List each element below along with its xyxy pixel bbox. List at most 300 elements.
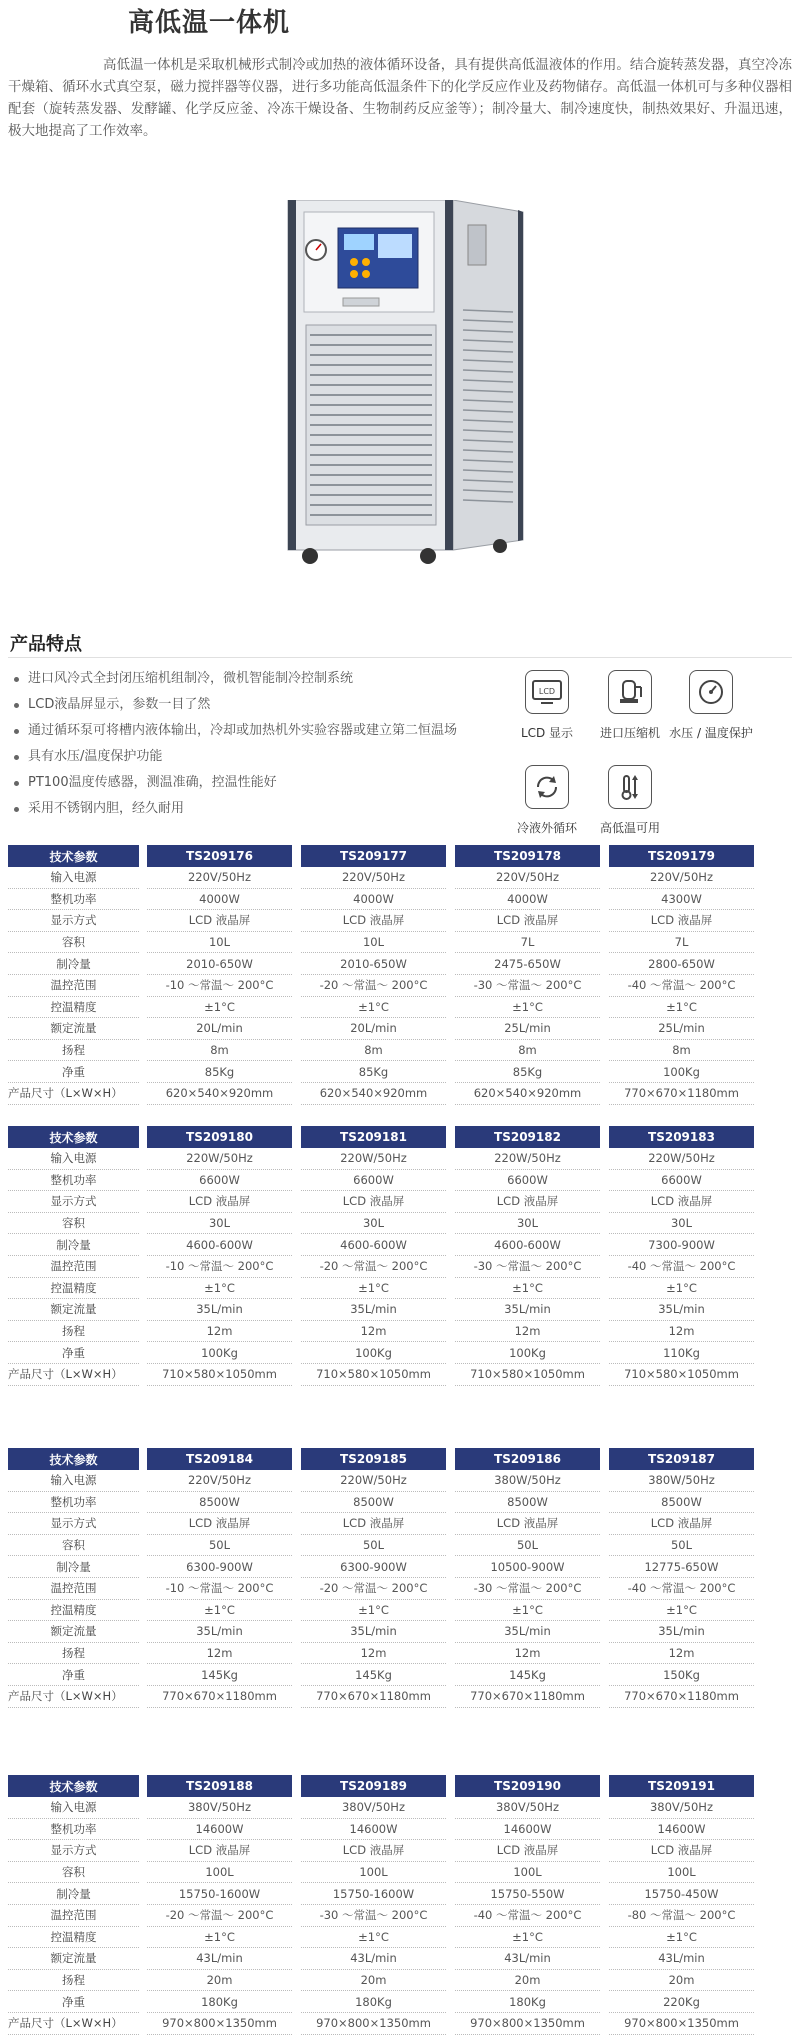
table-cell: 4600-600W xyxy=(301,1234,446,1256)
table-cell: 380V/50Hz xyxy=(147,1797,292,1819)
table-cell: 4000W xyxy=(455,889,600,911)
table-row xyxy=(8,1905,754,1927)
table-cell: 12m xyxy=(455,1321,600,1343)
spec-table xyxy=(8,845,754,1105)
table-cell: 145Kg xyxy=(455,1664,600,1686)
thermometer-icon xyxy=(608,765,652,809)
row-label: 整机功率 xyxy=(8,1819,139,1841)
table-cell: 85Kg xyxy=(455,1061,600,1083)
table-row xyxy=(8,1321,754,1343)
table-cell: 10L xyxy=(147,932,292,954)
table-cell: 8500W xyxy=(147,1492,292,1514)
table-cell: 20L/min xyxy=(301,1018,446,1040)
table-cell: ±1°C xyxy=(301,1927,446,1949)
table-cell: 220V/50Hz xyxy=(455,867,600,889)
lcd-icon-text: LCD xyxy=(538,687,556,696)
intro-paragraph: 高低温一体机是采取机械形式制冷或加热的液体循环设备，具有提供高低温液体的作用。结合旋转蒸发器，真空冷冻干燥箱、循环水式真空泵，磁力搅拌器等仪器，进行多功能高低温条件下的化学反应作业及药物储存。高低温一体机可与多种仪器相配套（旋转蒸发器、发酵罐、化学反应釜、冷冻干燥设备、生物制药反应釜等）；制冷量大、制冷速度快，制热效果好、升温迅速，极大地提高了工作效率。 xyxy=(8,57,792,139)
table-row xyxy=(8,1819,754,1841)
row-label: 温控范围 xyxy=(8,975,139,997)
table-cell: 970×800×1350mm xyxy=(147,2013,292,2035)
table-cell: 12775-650W xyxy=(609,1556,754,1578)
feature-list xyxy=(14,666,457,822)
feature-item: 采用不锈钢内胆，经久耐用 xyxy=(14,796,457,822)
table-cell: ±1°C xyxy=(147,1927,292,1949)
table-row xyxy=(8,1470,754,1492)
table-row xyxy=(8,1256,754,1278)
table-cell: 4000W xyxy=(147,889,292,911)
table-cell: 15750-550W xyxy=(455,1883,600,1905)
row-label: 制冷量 xyxy=(8,1556,139,1578)
table-row xyxy=(8,953,754,975)
spec-table-header-row xyxy=(8,845,754,867)
row-label: 控温精度 xyxy=(8,997,139,1019)
row-label: 整机功率 xyxy=(8,889,139,911)
row-label: 输入电源 xyxy=(8,1148,139,1170)
spec-table-header-row xyxy=(8,1775,754,1797)
feature-item: LCD液晶屏显示，参数一目了然 xyxy=(14,692,457,718)
row-label: 整机功率 xyxy=(8,1492,139,1514)
table-cell: LCD 液晶屏 xyxy=(301,1513,446,1535)
table-cell: ±1°C xyxy=(609,1278,754,1300)
table-cell: -10 ～常温～ 200°C xyxy=(147,1256,292,1278)
table-cell: -20 ～常温～ 200°C xyxy=(301,1256,446,1278)
row-label: 容积 xyxy=(8,1862,139,1884)
circulation-icon xyxy=(525,765,569,809)
table-row xyxy=(8,1492,754,1514)
table-cell: LCD 液晶屏 xyxy=(455,1513,600,1535)
table-row xyxy=(8,1061,754,1083)
row-label: 扬程 xyxy=(8,1040,139,1062)
table-cell: -30 ～常温～ 200°C xyxy=(301,1905,446,1927)
table-cell: -20 ～常温～ 200°C xyxy=(301,1578,446,1600)
bullet-icon xyxy=(14,677,19,682)
table-cell: -20 ～常温～ 200°C xyxy=(147,1905,292,1927)
table-cell: 970×800×1350mm xyxy=(301,2013,446,2035)
model-header: TS209182 xyxy=(455,1126,600,1148)
table-cell: ±1°C xyxy=(147,1278,292,1300)
table-cell: 2475-650W xyxy=(455,953,600,975)
table-cell: 710×580×1050mm xyxy=(455,1364,600,1386)
feature-item: 具有水压/温度保护功能 xyxy=(14,744,457,770)
table-cell: LCD 液晶屏 xyxy=(147,1191,292,1213)
table-cell: 35L/min xyxy=(455,1299,600,1321)
model-header: TS209181 xyxy=(301,1126,446,1148)
table-cell: 620×540×920mm xyxy=(301,1083,446,1105)
table-cell: 100L xyxy=(455,1862,600,1884)
table-cell: 12m xyxy=(147,1321,292,1343)
table-cell: 770×670×1180mm xyxy=(609,1686,754,1708)
row-label: 净重 xyxy=(8,1664,139,1686)
table-cell: LCD 液晶屏 xyxy=(147,1513,292,1535)
row-label: 产品尺寸（L×W×H） xyxy=(8,1083,139,1105)
divider xyxy=(8,657,792,658)
row-label: 产品尺寸（L×W×H） xyxy=(8,1364,139,1386)
table-cell: LCD 液晶屏 xyxy=(455,910,600,932)
table-cell: 6300-900W xyxy=(301,1556,446,1578)
table-row xyxy=(8,1991,754,2013)
row-label: 扬程 xyxy=(8,1970,139,1992)
compressor-icon xyxy=(608,670,652,714)
table-cell: 30L xyxy=(455,1213,600,1235)
row-label: 温控范围 xyxy=(8,1578,139,1600)
spec-table-header-label: 技术参数 xyxy=(8,1448,139,1470)
table-row xyxy=(8,1797,754,1819)
table-cell: 220V/50Hz xyxy=(301,867,446,889)
table-cell: ±1°C xyxy=(455,1927,600,1949)
row-label: 额定流量 xyxy=(8,1299,139,1321)
table-cell: 20m xyxy=(301,1970,446,1992)
table-cell: 50L xyxy=(455,1535,600,1557)
table-cell: ±1°C xyxy=(147,997,292,1019)
table-row xyxy=(8,1083,754,1105)
features-title: 产品特点 xyxy=(10,634,82,655)
table-cell: LCD 液晶屏 xyxy=(455,1191,600,1213)
table-cell: 150Kg xyxy=(609,1664,754,1686)
model-header: TS209190 xyxy=(455,1775,600,1797)
model-header: TS209180 xyxy=(147,1126,292,1148)
table-cell: 12m xyxy=(609,1321,754,1343)
row-label: 净重 xyxy=(8,1991,139,2013)
table-cell: LCD 液晶屏 xyxy=(609,1191,754,1213)
table-row xyxy=(8,1191,754,1213)
table-cell: 35L/min xyxy=(147,1621,292,1643)
table-cell: 8500W xyxy=(609,1492,754,1514)
bullet-icon xyxy=(14,781,19,786)
table-row xyxy=(8,1970,754,1992)
table-cell: 8m xyxy=(301,1040,446,1062)
feature-badge-label: 高低温可用 xyxy=(599,821,660,835)
feature-badge-label: 进口压缩机 xyxy=(599,726,660,740)
feature-item: 进口风冷式全封闭压缩机组制冷，微机智能制冷控制系统 xyxy=(14,666,457,692)
row-label: 输入电源 xyxy=(8,1470,139,1492)
table-cell: 4600-600W xyxy=(147,1234,292,1256)
table-cell: 380W/50Hz xyxy=(455,1470,600,1492)
table-cell: 180Kg xyxy=(147,1991,292,2013)
table-cell: 20m xyxy=(147,1970,292,1992)
table-cell: 20m xyxy=(609,1970,754,1992)
model-header: TS209187 xyxy=(609,1448,754,1470)
model-header: TS209186 xyxy=(455,1448,600,1470)
table-cell: 100Kg xyxy=(147,1342,292,1364)
table-cell: 43L/min xyxy=(609,1948,754,1970)
table-cell: 10L xyxy=(301,932,446,954)
table-cell: LCD 液晶屏 xyxy=(301,1191,446,1213)
table-cell: 380V/50Hz xyxy=(609,1797,754,1819)
row-label: 扬程 xyxy=(8,1321,139,1343)
feature-badge-label: 冷液外循环 xyxy=(516,821,577,835)
feature-badge-protection xyxy=(661,670,761,741)
table-cell: 14600W xyxy=(455,1819,600,1841)
table-cell: 10500-900W xyxy=(455,1556,600,1578)
row-label: 显示方式 xyxy=(8,1513,139,1535)
table-cell: LCD 液晶屏 xyxy=(301,910,446,932)
table-cell: 8500W xyxy=(301,1492,446,1514)
row-label: 输入电源 xyxy=(8,1797,139,1819)
table-cell: 25L/min xyxy=(455,1018,600,1040)
table-row xyxy=(8,1556,754,1578)
model-header: TS209179 xyxy=(609,845,754,867)
table-cell: 85Kg xyxy=(147,1061,292,1083)
table-cell: 4600-600W xyxy=(455,1234,600,1256)
table-cell: 6600W xyxy=(301,1170,446,1192)
table-row xyxy=(8,1299,754,1321)
table-cell: LCD 液晶屏 xyxy=(147,1840,292,1862)
spec-table-header-row xyxy=(8,1448,754,1470)
table-cell: 220W/50Hz xyxy=(301,1148,446,1170)
row-label: 温控范围 xyxy=(8,1256,139,1278)
table-cell: LCD 液晶屏 xyxy=(147,910,292,932)
table-cell: 6300-900W xyxy=(147,1556,292,1578)
table-row xyxy=(8,1578,754,1600)
row-label: 显示方式 xyxy=(8,1191,139,1213)
table-row xyxy=(8,1513,754,1535)
table-cell: 770×670×1180mm xyxy=(147,1686,292,1708)
table-row xyxy=(8,1643,754,1665)
spec-table-header-label: 技术参数 xyxy=(8,1775,139,1797)
table-cell: 145Kg xyxy=(147,1664,292,1686)
table-row xyxy=(8,1883,754,1905)
row-label: 产品尺寸（L×W×H） xyxy=(8,1686,139,1708)
table-cell: -40 ～常温～ 200°C xyxy=(609,1256,754,1278)
table-cell: 35L/min xyxy=(301,1621,446,1643)
table-cell: 12m xyxy=(609,1643,754,1665)
table-cell: -40 ～常温～ 200°C xyxy=(609,1578,754,1600)
table-row xyxy=(8,1278,754,1300)
row-label: 显示方式 xyxy=(8,1840,139,1862)
table-row xyxy=(8,1664,754,1686)
table-cell: 4000W xyxy=(301,889,446,911)
row-label: 显示方式 xyxy=(8,910,139,932)
table-cell: 12m xyxy=(147,1643,292,1665)
table-cell: 100L xyxy=(609,1862,754,1884)
table-cell: ±1°C xyxy=(301,1278,446,1300)
lcd-display-icon xyxy=(525,670,569,714)
table-cell: 50L xyxy=(301,1535,446,1557)
table-cell: 620×540×920mm xyxy=(455,1083,600,1105)
row-label: 容积 xyxy=(8,1213,139,1235)
table-cell: -30 ～常温～ 200°C xyxy=(455,975,600,997)
table-row xyxy=(8,1686,754,1708)
table-cell: 220W/50Hz xyxy=(455,1148,600,1170)
table-row xyxy=(8,867,754,889)
table-row xyxy=(8,932,754,954)
table-cell: LCD 液晶屏 xyxy=(609,1840,754,1862)
table-cell: 15750-1600W xyxy=(147,1883,292,1905)
table-cell: 8m xyxy=(147,1040,292,1062)
table-cell: 8m xyxy=(609,1040,754,1062)
table-cell: LCD 液晶屏 xyxy=(609,910,754,932)
table-cell: 6600W xyxy=(455,1170,600,1192)
table-row xyxy=(8,1018,754,1040)
table-row xyxy=(8,1862,754,1884)
table-row xyxy=(8,2013,754,2035)
row-label: 净重 xyxy=(8,1061,139,1083)
model-header: TS209178 xyxy=(455,845,600,867)
table-cell: 110Kg xyxy=(609,1342,754,1364)
table-cell: 43L/min xyxy=(301,1948,446,1970)
table-cell: 145Kg xyxy=(301,1664,446,1686)
table-row xyxy=(8,975,754,997)
table-row xyxy=(8,997,754,1019)
table-cell: 220V/50Hz xyxy=(609,867,754,889)
table-row xyxy=(8,1600,754,1622)
table-cell: 6600W xyxy=(609,1170,754,1192)
model-header: TS209189 xyxy=(301,1775,446,1797)
table-cell: LCD 液晶屏 xyxy=(455,1840,600,1862)
bullet-icon xyxy=(14,703,19,708)
table-cell: 220W/50Hz xyxy=(301,1470,446,1492)
table-row xyxy=(8,889,754,911)
table-cell: 7300-900W xyxy=(609,1234,754,1256)
table-cell: -30 ～常温～ 200°C xyxy=(455,1578,600,1600)
table-row xyxy=(8,1148,754,1170)
table-cell: 2010-650W xyxy=(301,953,446,975)
spec-table-header-label: 技术参数 xyxy=(8,1126,139,1148)
table-cell: 970×800×1350mm xyxy=(609,2013,754,2035)
table-row xyxy=(8,1342,754,1364)
row-label: 控温精度 xyxy=(8,1278,139,1300)
table-cell: 710×580×1050mm xyxy=(147,1364,292,1386)
row-label: 输入电源 xyxy=(8,867,139,889)
table-cell: 180Kg xyxy=(455,1991,600,2013)
product-image xyxy=(278,200,533,570)
table-cell: ±1°C xyxy=(301,997,446,1019)
table-cell: 14600W xyxy=(609,1819,754,1841)
table-cell: 6600W xyxy=(147,1170,292,1192)
row-label: 容积 xyxy=(8,1535,139,1557)
table-cell: ±1°C xyxy=(455,1600,600,1622)
table-cell: 180Kg xyxy=(301,1991,446,2013)
table-cell: 30L xyxy=(609,1213,754,1235)
table-cell: 7L xyxy=(609,932,754,954)
table-cell: 220V/50Hz xyxy=(147,867,292,889)
table-row xyxy=(8,1621,754,1643)
table-cell: 12m xyxy=(301,1321,446,1343)
table-cell: 35L/min xyxy=(455,1621,600,1643)
table-row xyxy=(8,1234,754,1256)
table-row xyxy=(8,1364,754,1386)
feature-badge-temperature xyxy=(580,765,680,836)
table-row xyxy=(8,1040,754,1062)
table-cell: 43L/min xyxy=(455,1948,600,1970)
table-cell: 100Kg xyxy=(455,1342,600,1364)
table-cell: 15750-1600W xyxy=(301,1883,446,1905)
table-cell: 7L xyxy=(455,932,600,954)
table-cell: 970×800×1350mm xyxy=(455,2013,600,2035)
table-cell: 770×670×1180mm xyxy=(455,1686,600,1708)
row-label: 扬程 xyxy=(8,1643,139,1665)
table-cell: ±1°C xyxy=(609,1927,754,1949)
table-cell: 25L/min xyxy=(609,1018,754,1040)
table-cell: 100Kg xyxy=(609,1061,754,1083)
spec-table-header-label: 技术参数 xyxy=(8,845,139,867)
model-header: TS209184 xyxy=(147,1448,292,1470)
spec-table xyxy=(8,1126,754,1386)
model-header: TS209177 xyxy=(301,845,446,867)
table-cell: 710×580×1050mm xyxy=(301,1364,446,1386)
table-row xyxy=(8,1840,754,1862)
table-cell: -80 ～常温～ 200°C xyxy=(609,1905,754,1927)
row-label: 温控范围 xyxy=(8,1905,139,1927)
table-cell: 100Kg xyxy=(301,1342,446,1364)
table-cell: 12m xyxy=(455,1643,600,1665)
table-cell: 14600W xyxy=(301,1819,446,1841)
table-row xyxy=(8,1948,754,1970)
table-cell: ±1°C xyxy=(455,997,600,1019)
table-cell: ±1°C xyxy=(455,1278,600,1300)
table-cell: 43L/min xyxy=(147,1948,292,1970)
table-cell: 35L/min xyxy=(609,1299,754,1321)
table-row xyxy=(8,1927,754,1949)
table-cell: 380W/50Hz xyxy=(609,1470,754,1492)
table-cell: 380V/50Hz xyxy=(301,1797,446,1819)
row-label: 控温精度 xyxy=(8,1927,139,1949)
table-cell: 15750-450W xyxy=(609,1883,754,1905)
table-cell: 30L xyxy=(147,1213,292,1235)
table-cell: -10 ～常温～ 200°C xyxy=(147,975,292,997)
row-label: 产品尺寸（L×W×H） xyxy=(8,2013,139,2035)
table-cell: -20 ～常温～ 200°C xyxy=(301,975,446,997)
table-row xyxy=(8,1213,754,1235)
table-cell: 35L/min xyxy=(301,1299,446,1321)
table-cell: 220W/50Hz xyxy=(147,1148,292,1170)
table-cell: 8500W xyxy=(455,1492,600,1514)
table-cell: 710×580×1050mm xyxy=(609,1364,754,1386)
model-header: TS209191 xyxy=(609,1775,754,1797)
table-cell: 12m xyxy=(301,1643,446,1665)
row-label: 制冷量 xyxy=(8,1883,139,1905)
table-cell: 2010-650W xyxy=(147,953,292,975)
table-cell: 50L xyxy=(609,1535,754,1557)
table-cell: 8m xyxy=(455,1040,600,1062)
table-cell: 50L xyxy=(147,1535,292,1557)
feature-badge-label: 水压 / 温度保护 xyxy=(669,726,753,740)
table-cell: -40 ～常温～ 200°C xyxy=(609,975,754,997)
table-cell: ±1°C xyxy=(301,1600,446,1622)
row-label: 额定流量 xyxy=(8,1018,139,1040)
table-cell: ±1°C xyxy=(147,1600,292,1622)
table-row xyxy=(8,1170,754,1192)
pressure-gauge-icon xyxy=(689,670,733,714)
table-cell: LCD 液晶屏 xyxy=(301,1840,446,1862)
table-cell: ±1°C xyxy=(609,997,754,1019)
feature-item: 通过循环泵可将槽内液体输出，冷却或加热机外实验容器或建立第二恒温场 xyxy=(14,718,457,744)
spec-table-header-row xyxy=(8,1126,754,1148)
bullet-icon xyxy=(14,807,19,812)
table-cell: 100L xyxy=(301,1862,446,1884)
row-label: 容积 xyxy=(8,932,139,954)
table-cell: 770×670×1180mm xyxy=(609,1083,754,1105)
row-label: 额定流量 xyxy=(8,1948,139,1970)
row-label: 制冷量 xyxy=(8,1234,139,1256)
table-row xyxy=(8,910,754,932)
row-label: 制冷量 xyxy=(8,953,139,975)
table-cell: 220V/50Hz xyxy=(147,1470,292,1492)
bullet-icon xyxy=(14,729,19,734)
table-cell: 4300W xyxy=(609,889,754,911)
table-cell: 620×540×920mm xyxy=(147,1083,292,1105)
model-header: TS209176 xyxy=(147,845,292,867)
table-cell: 20m xyxy=(455,1970,600,1992)
model-header: TS209185 xyxy=(301,1448,446,1470)
table-cell: 2800-650W xyxy=(609,953,754,975)
table-cell: 14600W xyxy=(147,1819,292,1841)
table-row xyxy=(8,1535,754,1557)
feature-item: PT100温度传感器，测温准确，控温性能好 xyxy=(14,770,457,796)
row-label: 控温精度 xyxy=(8,1600,139,1622)
model-header: TS209188 xyxy=(147,1775,292,1797)
table-cell: 100L xyxy=(147,1862,292,1884)
